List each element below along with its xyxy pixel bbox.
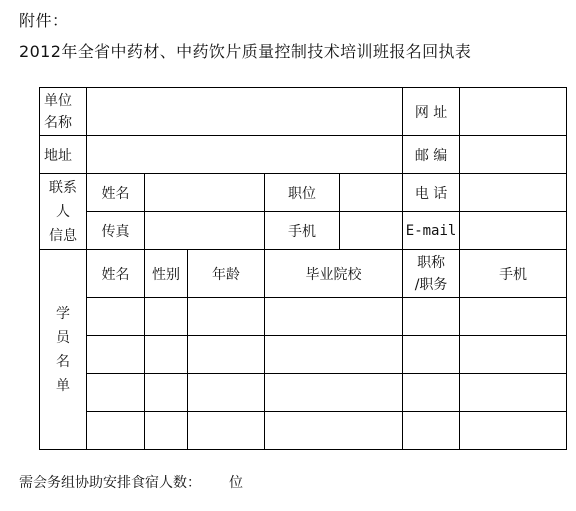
col-name-header: 姓名 (87, 250, 145, 298)
contact-phone-field[interactable] (460, 174, 567, 212)
contact-name-label: 姓名 (87, 174, 145, 212)
address-label: 地址 (40, 136, 87, 174)
trainee-school-cell[interactable] (265, 374, 403, 412)
trainee-row (40, 412, 567, 450)
trainee-row (40, 374, 567, 412)
fax-label: 传真 (87, 212, 145, 250)
trainee-gender-cell[interactable] (145, 336, 188, 374)
address-field[interactable] (87, 136, 403, 174)
trainee-title-cell[interactable] (403, 298, 460, 336)
trainee-row (40, 336, 567, 374)
trainee-title-cell[interactable] (403, 412, 460, 450)
accommodation-note (19, 472, 243, 492)
trainee-age-cell[interactable] (188, 412, 265, 450)
postcode-field[interactable] (460, 136, 567, 174)
trainee-mobile-cell[interactable] (460, 336, 567, 374)
postcode-label: 邮 编 (403, 136, 460, 174)
contact-name-field[interactable] (145, 174, 265, 212)
contact-info-label: 联系 人 信息 (40, 174, 87, 250)
trainee-age-cell[interactable] (188, 374, 265, 412)
trainee-list-label: 学 员 名 单 (40, 250, 87, 450)
trainee-name-cell[interactable] (87, 374, 145, 412)
trainee-mobile-cell[interactable] (460, 412, 567, 450)
unit-row (40, 88, 567, 136)
trainee-header-row (40, 250, 567, 298)
contact-mobile-field[interactable] (340, 212, 403, 250)
unit-name-label: 单位 名称 (40, 88, 87, 136)
email-label: E-mail (403, 212, 460, 250)
trainee-gender-cell[interactable] (145, 298, 188, 336)
accommodation-note-unit: 位 (229, 475, 243, 491)
fax-field[interactable] (145, 212, 265, 250)
trainee-gender-cell[interactable] (145, 412, 188, 450)
trainee-name-cell[interactable] (87, 412, 145, 450)
col-title-header: 职称 /职务 (403, 250, 460, 298)
website-field[interactable] (460, 88, 567, 136)
trainee-name-cell[interactable] (87, 298, 145, 336)
attachment-label: 附件： (19, 11, 69, 30)
contact-position-field[interactable] (340, 174, 403, 212)
unit-name-field[interactable] (87, 88, 403, 136)
trainee-mobile-cell[interactable] (460, 374, 567, 412)
trainee-mobile-cell[interactable] (460, 298, 567, 336)
registration-form-table (39, 87, 567, 450)
form-title: 2012年全省中药材、中药饮片质量控制技术培训班报名回执表 (19, 42, 472, 61)
trainee-age-cell[interactable] (188, 336, 265, 374)
trainee-school-cell[interactable] (265, 298, 403, 336)
trainee-school-cell[interactable] (265, 336, 403, 374)
contact-row-1 (40, 174, 567, 212)
contact-mobile-label: 手机 (265, 212, 340, 250)
trainee-name-cell[interactable] (87, 336, 145, 374)
trainee-title-cell[interactable] (403, 336, 460, 374)
col-gender-header: 性别 (145, 250, 188, 298)
website-label: 网 址 (403, 88, 460, 136)
trainee-title-cell[interactable] (403, 374, 460, 412)
trainee-gender-cell[interactable] (145, 374, 188, 412)
email-field[interactable] (460, 212, 567, 250)
trainee-row (40, 298, 567, 336)
contact-phone-label: 电 话 (403, 174, 460, 212)
trainee-age-cell[interactable] (188, 298, 265, 336)
contact-position-label: 职位 (265, 174, 340, 212)
col-mobile-header: 手机 (460, 250, 567, 298)
contact-row-2 (40, 212, 567, 250)
accommodation-note-text: 需会务组协助安排食宿人数： (19, 475, 201, 491)
col-age-header: 年龄 (188, 250, 265, 298)
address-row (40, 136, 567, 174)
col-school-header: 毕业院校 (265, 250, 403, 298)
trainee-school-cell[interactable] (265, 412, 403, 450)
